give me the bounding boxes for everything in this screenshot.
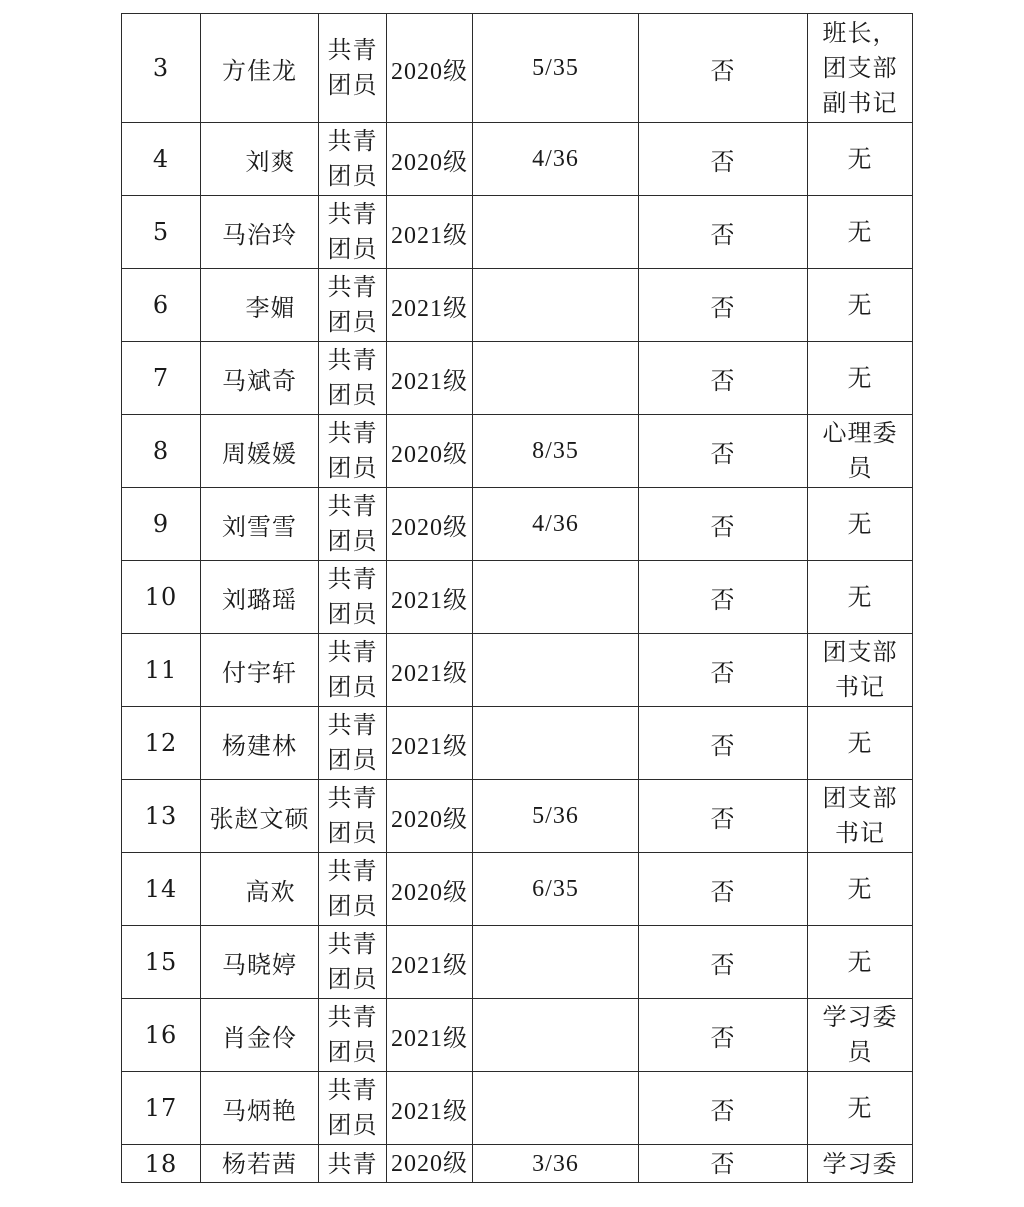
rank-cell: 8/35 <box>473 415 639 488</box>
table-row <box>122 707 913 780</box>
political-status-cell: 共青 团员 <box>319 999 387 1072</box>
grade-cell: 2021级 <box>387 561 473 634</box>
name-cell: 杨建林 <box>201 707 319 780</box>
table-row <box>122 342 913 415</box>
grade-cell: 2020级 <box>387 14 473 123</box>
political-status-cell: 共青 团员 <box>319 269 387 342</box>
rank-cell: 5/36 <box>473 780 639 853</box>
political-status-cell: 共青 团员 <box>319 123 387 196</box>
grade-cell: 2020级 <box>387 1145 473 1183</box>
failed-course-cell: 否 <box>639 634 808 707</box>
failed-course-cell: 否 <box>639 926 808 999</box>
name-cell: 周媛媛 <box>201 415 319 488</box>
name-cell: 马晓婷 <box>201 926 319 999</box>
name-cell: 付宇轩 <box>201 634 319 707</box>
row-number-cell: 7 <box>122 342 201 415</box>
grade-cell: 2021级 <box>387 342 473 415</box>
political-status-cell: 共青 团员 <box>319 780 387 853</box>
political-status-cell: 共青 团员 <box>319 561 387 634</box>
position-cell: 团支部 书记 <box>808 780 913 853</box>
political-status-cell: 共青 团员 <box>319 926 387 999</box>
position-cell: 班长， 团支部 副书记 <box>808 14 913 123</box>
row-number-cell: 18 <box>122 1145 201 1183</box>
row-number-cell: 5 <box>122 196 201 269</box>
position-cell: 无 <box>808 196 913 269</box>
failed-course-cell: 否 <box>639 707 808 780</box>
position-cell: 无 <box>808 926 913 999</box>
political-status-cell: 共青 团员 <box>319 634 387 707</box>
table-row <box>122 1072 913 1145</box>
table-row <box>122 123 913 196</box>
grade-cell: 2021级 <box>387 999 473 1072</box>
position-cell: 团支部 书记 <box>808 634 913 707</box>
row-number-cell: 4 <box>122 123 201 196</box>
political-status-cell: 共青 团员 <box>319 707 387 780</box>
row-number-cell: 9 <box>122 488 201 561</box>
name-cell: 刘爽 <box>201 123 319 196</box>
row-number-cell: 13 <box>122 780 201 853</box>
table-row <box>122 14 913 123</box>
rank-cell: 5/35 <box>473 14 639 123</box>
rank-cell <box>473 634 639 707</box>
rank-cell <box>473 707 639 780</box>
failed-course-cell: 否 <box>639 1072 808 1145</box>
failed-course-cell: 否 <box>639 196 808 269</box>
rank-cell <box>473 561 639 634</box>
position-cell: 无 <box>808 488 913 561</box>
row-number-cell: 16 <box>122 999 201 1072</box>
row-number-cell: 15 <box>122 926 201 999</box>
grade-cell: 2020级 <box>387 488 473 561</box>
failed-course-cell: 否 <box>639 1145 808 1183</box>
grade-cell: 2020级 <box>387 123 473 196</box>
grade-cell: 2021级 <box>387 707 473 780</box>
failed-course-cell: 否 <box>639 999 808 1072</box>
political-status-cell: 共青 团员 <box>319 14 387 123</box>
rank-cell <box>473 999 639 1072</box>
failed-course-cell: 否 <box>639 561 808 634</box>
name-cell: 肖金伶 <box>201 999 319 1072</box>
position-cell: 心理委 员 <box>808 415 913 488</box>
position-cell: 学习委 <box>808 1145 913 1183</box>
position-cell: 无 <box>808 342 913 415</box>
rank-cell <box>473 196 639 269</box>
grade-cell: 2020级 <box>387 780 473 853</box>
political-status-cell: 共青 团员 <box>319 853 387 926</box>
rank-cell: 4/36 <box>473 488 639 561</box>
table-row <box>122 269 913 342</box>
table-row <box>122 780 913 853</box>
table-row <box>122 415 913 488</box>
failed-course-cell: 否 <box>639 342 808 415</box>
failed-course-cell: 否 <box>639 488 808 561</box>
grade-cell: 2021级 <box>387 926 473 999</box>
position-cell: 无 <box>808 853 913 926</box>
political-status-cell: 共青 团员 <box>319 196 387 269</box>
table-row <box>122 488 913 561</box>
table-row <box>122 999 913 1072</box>
row-number-cell: 11 <box>122 634 201 707</box>
rank-cell <box>473 926 639 999</box>
name-cell: 刘璐瑶 <box>201 561 319 634</box>
rank-cell <box>473 1072 639 1145</box>
row-number-cell: 10 <box>122 561 201 634</box>
row-number-cell: 6 <box>122 269 201 342</box>
failed-course-cell: 否 <box>639 14 808 123</box>
student-table <box>121 13 913 1183</box>
table-row <box>122 196 913 269</box>
grade-cell: 2020级 <box>387 853 473 926</box>
rank-cell <box>473 342 639 415</box>
failed-course-cell: 否 <box>639 853 808 926</box>
position-cell: 无 <box>808 561 913 634</box>
failed-course-cell: 否 <box>639 415 808 488</box>
name-cell: 马炳艳 <box>201 1072 319 1145</box>
name-cell: 马斌奇 <box>201 342 319 415</box>
name-cell: 刘雪雪 <box>201 488 319 561</box>
failed-course-cell: 否 <box>639 123 808 196</box>
row-number-cell: 14 <box>122 853 201 926</box>
political-status-cell: 共青 团员 <box>319 415 387 488</box>
grade-cell: 2020级 <box>387 415 473 488</box>
failed-course-cell: 否 <box>639 780 808 853</box>
table-row <box>122 926 913 999</box>
rank-cell: 3/36 <box>473 1145 639 1183</box>
rank-cell <box>473 269 639 342</box>
table-row <box>122 1145 913 1183</box>
position-cell: 无 <box>808 123 913 196</box>
table-row <box>122 634 913 707</box>
row-number-cell: 17 <box>122 1072 201 1145</box>
row-number-cell: 12 <box>122 707 201 780</box>
political-status-cell: 共青 团员 <box>319 488 387 561</box>
political-status-cell: 共青 <box>319 1145 387 1183</box>
name-cell: 张赵文硕 <box>201 780 319 853</box>
name-cell: 高欢 <box>201 853 319 926</box>
name-cell: 方佳龙 <box>201 14 319 123</box>
position-cell: 无 <box>808 707 913 780</box>
row-number-cell: 3 <box>122 14 201 123</box>
rank-cell: 4/36 <box>473 123 639 196</box>
rank-cell: 6/35 <box>473 853 639 926</box>
table-body <box>122 14 913 1183</box>
grade-cell: 2021级 <box>387 196 473 269</box>
name-cell: 杨若茜 <box>201 1145 319 1183</box>
grade-cell: 2021级 <box>387 1072 473 1145</box>
position-cell: 无 <box>808 269 913 342</box>
failed-course-cell: 否 <box>639 269 808 342</box>
name-cell: 马治玲 <box>201 196 319 269</box>
position-cell: 无 <box>808 1072 913 1145</box>
political-status-cell: 共青 团员 <box>319 342 387 415</box>
grade-cell: 2021级 <box>387 634 473 707</box>
grade-cell: 2021级 <box>387 269 473 342</box>
table-row <box>122 853 913 926</box>
position-cell: 学习委 员 <box>808 999 913 1072</box>
table-row <box>122 561 913 634</box>
political-status-cell: 共青 团员 <box>319 1072 387 1145</box>
name-cell: 李媚 <box>201 269 319 342</box>
row-number-cell: 8 <box>122 415 201 488</box>
